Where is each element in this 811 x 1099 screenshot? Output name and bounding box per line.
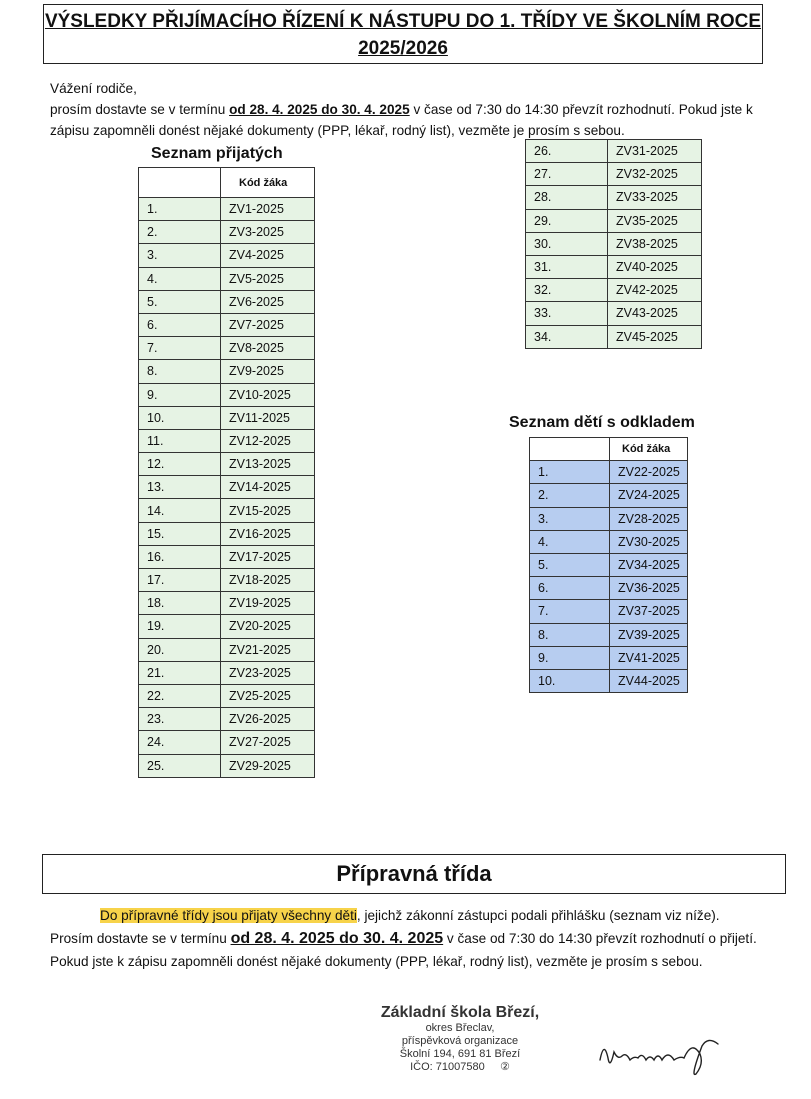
table-row bbox=[139, 754, 315, 777]
row-number: 1. bbox=[530, 461, 610, 484]
student-code: ZV5-2025 bbox=[221, 267, 315, 290]
table-row bbox=[139, 708, 315, 731]
row-number: 25. bbox=[139, 754, 221, 777]
table-row bbox=[530, 600, 688, 623]
prep-class-paragraph bbox=[50, 904, 790, 973]
student-code: ZV32-2025 bbox=[608, 163, 702, 186]
student-code: ZV19-2025 bbox=[221, 592, 315, 615]
table-row bbox=[139, 684, 315, 707]
intro-text bbox=[50, 99, 790, 141]
stamp-line-2: příspěvková organizace bbox=[401, 1035, 519, 1047]
table-row bbox=[530, 553, 688, 576]
row-number: 3. bbox=[139, 244, 221, 267]
student-code: ZV14-2025 bbox=[221, 476, 315, 499]
table-row bbox=[139, 290, 315, 313]
table-row bbox=[139, 731, 315, 754]
student-code: ZV34-2025 bbox=[610, 553, 688, 576]
student-code: ZV15-2025 bbox=[221, 499, 315, 522]
student-code: ZV1-2025 bbox=[221, 198, 315, 221]
row-number: 7. bbox=[139, 337, 221, 360]
table-row bbox=[139, 244, 315, 267]
row-number: 34. bbox=[526, 325, 608, 348]
table-row bbox=[139, 545, 315, 568]
accepted-table-header bbox=[139, 168, 315, 198]
prep-line-1 bbox=[50, 904, 790, 927]
stamp-school-name: Základní škola Březí, bbox=[380, 1004, 540, 1021]
title-line-2: 2025/2026 bbox=[358, 38, 448, 59]
row-number: 5. bbox=[139, 290, 221, 313]
student-code: ZV29-2025 bbox=[221, 754, 315, 777]
table-row bbox=[139, 592, 315, 615]
row-number: 22. bbox=[139, 684, 221, 707]
table-row bbox=[139, 337, 315, 360]
student-code: ZV42-2025 bbox=[608, 279, 702, 302]
table-row bbox=[526, 279, 702, 302]
row-number: 8. bbox=[530, 623, 610, 646]
student-code: ZV18-2025 bbox=[221, 569, 315, 592]
student-code: ZV10-2025 bbox=[221, 383, 315, 406]
table-row bbox=[526, 325, 702, 348]
table-row bbox=[139, 198, 315, 221]
deferred-table bbox=[529, 437, 688, 693]
stamp-line-4 bbox=[360, 1061, 560, 1074]
header-empty-cell bbox=[139, 168, 221, 198]
prep-line-2-before: Prosím dostavte se v termínu bbox=[50, 931, 231, 946]
deferred-heading: Seznam dětí s odkladem bbox=[509, 414, 695, 431]
row-number: 27. bbox=[526, 163, 608, 186]
row-number: 21. bbox=[139, 661, 221, 684]
row-number: 10. bbox=[530, 669, 610, 692]
table-row bbox=[139, 522, 315, 545]
student-code: ZV17-2025 bbox=[221, 545, 315, 568]
student-code: ZV36-2025 bbox=[610, 577, 688, 600]
row-number: 23. bbox=[139, 708, 221, 731]
row-number: 26. bbox=[526, 140, 608, 163]
accepted-table-continued bbox=[525, 139, 702, 349]
student-code: ZV33-2025 bbox=[608, 186, 702, 209]
deferred-table-header bbox=[530, 438, 688, 461]
student-code: ZV22-2025 bbox=[610, 461, 688, 484]
stamp-mark: ② bbox=[500, 1061, 510, 1073]
row-number: 33. bbox=[526, 302, 608, 325]
student-code: ZV31-2025 bbox=[608, 140, 702, 163]
student-code: ZV21-2025 bbox=[221, 638, 315, 661]
row-number: 6. bbox=[139, 313, 221, 336]
prep-line-2-after: v čase od 7:30 do 14:30 převzít rozhodnutí o přijetí. Pokud jste k zápisu zapomněli donést nějaké dokumenty (PPP, lékař, rodný list), vezměte je prosím s sebou. bbox=[50, 931, 757, 969]
student-code: ZV26-2025 bbox=[221, 708, 315, 731]
student-code: ZV24-2025 bbox=[610, 484, 688, 507]
student-code: ZV27-2025 bbox=[221, 731, 315, 754]
accepted-table bbox=[138, 167, 315, 778]
row-number: 6. bbox=[530, 577, 610, 600]
header-code: Kód žáka bbox=[610, 438, 688, 461]
intro-date-range: od 28. 4. 2025 do 30. 4. 2025 bbox=[229, 102, 410, 117]
table-row bbox=[526, 255, 702, 278]
student-code: ZV43-2025 bbox=[608, 302, 702, 325]
table-row bbox=[139, 569, 315, 592]
prep-class-heading: Přípravná třída bbox=[42, 854, 786, 894]
student-code: ZV41-2025 bbox=[610, 646, 688, 669]
table-row bbox=[139, 360, 315, 383]
student-code: ZV28-2025 bbox=[610, 507, 688, 530]
school-stamp bbox=[360, 1004, 560, 1074]
student-code: ZV11-2025 bbox=[221, 406, 315, 429]
prep-date-range: od 28. 4. 2025 do 30. 4. 2025 bbox=[230, 930, 444, 947]
row-number: 10. bbox=[139, 406, 221, 429]
greeting: Vážení rodiče, bbox=[50, 81, 137, 96]
table-row bbox=[139, 313, 315, 336]
row-number: 1. bbox=[139, 198, 221, 221]
document-title bbox=[43, 4, 763, 64]
student-code: ZV6-2025 bbox=[221, 290, 315, 313]
student-code: ZV9-2025 bbox=[221, 360, 315, 383]
row-number: 17. bbox=[139, 569, 221, 592]
table-row bbox=[530, 484, 688, 507]
student-code: ZV45-2025 bbox=[608, 325, 702, 348]
signature-icon bbox=[592, 1030, 732, 1085]
table-row bbox=[526, 163, 702, 186]
student-code: ZV16-2025 bbox=[221, 522, 315, 545]
row-number: 4. bbox=[139, 267, 221, 290]
student-code: ZV4-2025 bbox=[221, 244, 315, 267]
student-code: ZV3-2025 bbox=[221, 221, 315, 244]
table-row bbox=[139, 429, 315, 452]
row-number: 18. bbox=[139, 592, 221, 615]
table-row bbox=[139, 615, 315, 638]
student-code: ZV12-2025 bbox=[221, 429, 315, 452]
table-row bbox=[526, 140, 702, 163]
student-code: ZV37-2025 bbox=[610, 600, 688, 623]
table-row bbox=[530, 646, 688, 669]
row-number: 9. bbox=[530, 646, 610, 669]
student-code: ZV13-2025 bbox=[221, 453, 315, 476]
row-number: 30. bbox=[526, 232, 608, 255]
student-code: ZV23-2025 bbox=[221, 661, 315, 684]
intro-text-after: v čase od 7:30 do 14:30 převzít rozhodnutí. Pokud jste k zápisu zapomněli donést nějaké dokumenty (PPP, lékař, rodný list), vezměte je prosím s sebou. bbox=[50, 102, 753, 138]
row-number: 3. bbox=[530, 507, 610, 530]
title-line-1: VÝSLEDKY PŘIJÍMACÍHO ŘÍZENÍ K NÁSTUPU DO 1. TŘÍDY VE ŠKOLNÍM ROCE bbox=[44, 11, 762, 32]
row-number: 29. bbox=[526, 209, 608, 232]
row-number: 12. bbox=[139, 453, 221, 476]
row-number: 11. bbox=[139, 429, 221, 452]
stamp-line-1: okres Břeclav, bbox=[425, 1022, 495, 1034]
stamp-line-3: Školní 194, 691 81 Březí bbox=[399, 1048, 521, 1060]
row-number: 19. bbox=[139, 615, 221, 638]
table-row bbox=[139, 638, 315, 661]
table-row bbox=[139, 383, 315, 406]
student-code: ZV20-2025 bbox=[221, 615, 315, 638]
student-code: ZV7-2025 bbox=[221, 313, 315, 336]
table-row bbox=[530, 669, 688, 692]
row-number: 8. bbox=[139, 360, 221, 383]
prep-line-1-rest: , jejichž zákonní zástupci podali přihlášku (seznam viz níže). bbox=[356, 908, 720, 923]
row-number: 28. bbox=[526, 186, 608, 209]
table-row bbox=[139, 661, 315, 684]
student-code: ZV8-2025 bbox=[221, 337, 315, 360]
table-row bbox=[139, 221, 315, 244]
table-row bbox=[526, 209, 702, 232]
intro-text-before: prosím dostavte se v termínu bbox=[50, 102, 230, 117]
stamp-ico: IČO: 71007580 bbox=[410, 1061, 485, 1073]
row-number: 32. bbox=[526, 279, 608, 302]
student-code: ZV38-2025 bbox=[608, 232, 702, 255]
row-number: 20. bbox=[139, 638, 221, 661]
header-code: Kód žáka bbox=[221, 168, 315, 198]
table-row bbox=[139, 453, 315, 476]
row-number: 13. bbox=[139, 476, 221, 499]
table-row bbox=[139, 499, 315, 522]
row-number: 31. bbox=[526, 255, 608, 278]
student-code: ZV40-2025 bbox=[608, 255, 702, 278]
student-code: ZV39-2025 bbox=[610, 623, 688, 646]
row-number: 14. bbox=[139, 499, 221, 522]
row-number: 2. bbox=[530, 484, 610, 507]
row-number: 4. bbox=[530, 530, 610, 553]
table-row bbox=[530, 623, 688, 646]
table-row bbox=[530, 530, 688, 553]
row-number: 5. bbox=[530, 553, 610, 576]
table-row bbox=[526, 302, 702, 325]
prep-line-2 bbox=[50, 927, 790, 973]
row-number: 15. bbox=[139, 522, 221, 545]
intro-paragraph bbox=[50, 78, 790, 141]
row-number: 9. bbox=[139, 383, 221, 406]
table-row bbox=[139, 406, 315, 429]
table-row bbox=[530, 507, 688, 530]
student-code: ZV25-2025 bbox=[221, 684, 315, 707]
student-code: ZV44-2025 bbox=[610, 669, 688, 692]
table-row bbox=[139, 476, 315, 499]
accepted-heading: Seznam přijatých bbox=[151, 145, 283, 162]
row-number: 24. bbox=[139, 731, 221, 754]
student-code: ZV30-2025 bbox=[610, 530, 688, 553]
row-number: 2. bbox=[139, 221, 221, 244]
table-row bbox=[526, 232, 702, 255]
header-empty-cell bbox=[530, 438, 610, 461]
table-row bbox=[530, 461, 688, 484]
table-row bbox=[526, 186, 702, 209]
table-row bbox=[530, 577, 688, 600]
prep-highlight: Do přípravné třídy jsou přijaty všechny děti bbox=[100, 908, 357, 923]
row-number: 16. bbox=[139, 545, 221, 568]
student-code: ZV35-2025 bbox=[608, 209, 702, 232]
table-row bbox=[139, 267, 315, 290]
row-number: 7. bbox=[530, 600, 610, 623]
